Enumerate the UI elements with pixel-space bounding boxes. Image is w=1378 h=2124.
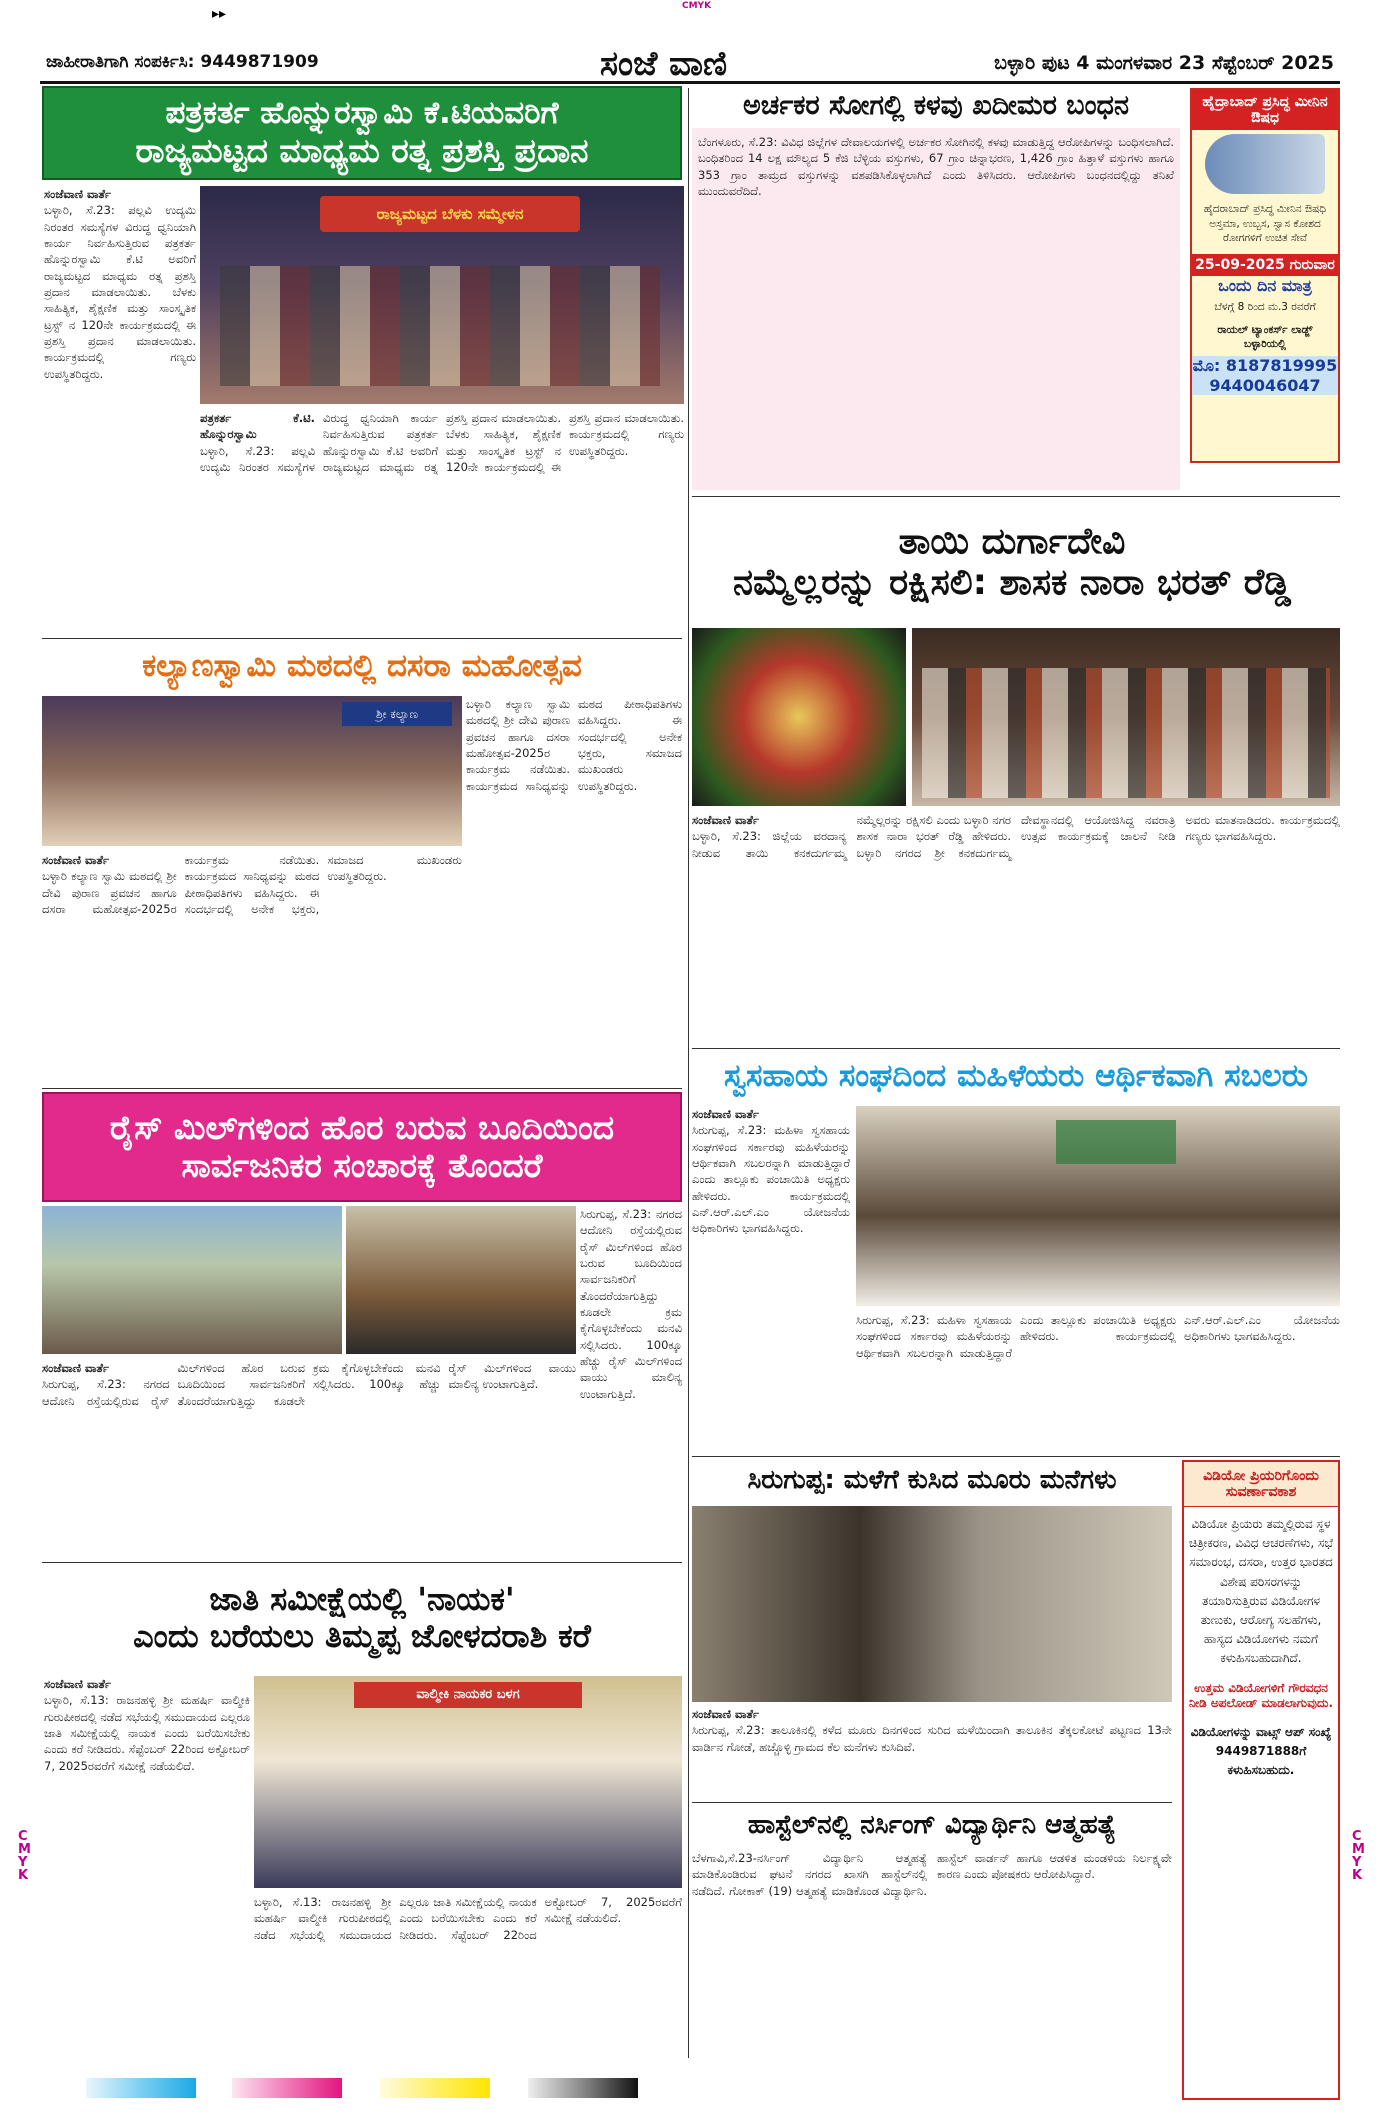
story3-headline-line2: ನಮ್ಮೆಲ್ಲರನ್ನು ರಕ್ಷಿಸಲಿ: ಶಾಸಕ ನಾರಾ ಭರತ್ ರೆಡ್ಡಿ [733,562,1291,603]
story2-body [692,128,1180,490]
story7-body [692,1706,1172,1798]
story1-caption: ಪತ್ರಕರ್ತ ಕೆ.ಟಿ. ಹೊನ್ನುರಸ್ವಾಮಿ [200,411,315,442]
story4-text-right: ಬಳ್ಳಾರಿ ಕಲ್ಯಾಣ ಸ್ವಾಮಿ ಮಠದಲ್ಲಿ ಶ್ರೀ ದೇವಿ ಪುರಾಣ ಪ್ರವಚನ ಹಾಗೂ ದಸರಾ ಮಹೋತ್ಸವ-2025ರ ಕಾರ್ಯಕ್ರಮ ನಡೆಯಿತು. ಕಾರ್ಯಕ್ರಮದ ಸಾನಿಧ್ಯವನ್ನು ಮಠದ ಪೀಠಾಧಿಪತಿಗಳು ವಹಿಸಿದ್ದರು. ಈ ಸಂದರ್ಭದಲ್ಲಿ ಅನೇಕ ಭಕ್ತರು, ಸಮಾಜದ ಮುಖಂಡರು ಉಪಸ್ಥಿತರಿದ್ದರು. [466,697,682,793]
section-divider-3 [42,1562,682,1563]
fish-ad-date: 25-09-2025 ಗುರುವಾರ [1192,254,1338,276]
story4-photo-banner: ಶ್ರೀ ಕಲ್ಯಾಣ [342,702,452,726]
story8-text: ಬಳ್ಳಾರಿ, ಸೆ.13: ರಾಜನಹಳ್ಳಿ ಶ್ರೀ ಮಹರ್ಷಿ ವಾಲ್ಮೀಕಿ ಗುರುಪೀಠದಲ್ಲಿ ನಡೆದ ಸಭೆಯಲ್ಲಿ ಸಮುದಾಯದ ಎಲ್ಲರೂ ಜಾತಿ ಸಮೀಕ್ಷೆಯಲ್ಲಿ ನಾಯಕ ಎಂದು ಬರೆಯಿಸಬೇಕು ಎಂದು ಕರೆ ನೀಡಿದರು. ಸೆಪ್ಟೆಂಬರ್ 22ರಿಂದ ಅಕ್ಟೋಬರ್ 7, 2025ರವರೆಗೆ ಸಮೀಕ್ಷೆ ನಡೆಯಲಿದೆ. [254,1895,682,1942]
story1-text: ಬಳ್ಳಾರಿ, ಸೆ.23: ಪಲ್ಲವಿ ಉದ್ಯಮಿ ನಿರಂತರ ಸಮಸ್ಯೆಗಳ ವಿರುದ್ಧ ಧ್ವನಿಯಾಗಿ ಕಾರ್ಯ ನಿರ್ವಹಿಸುತ್ತಿರುವ ಪತ್ರಕರ್ತ ಹೊನ್ನುರಸ್ವಾಮಿ ಕೆ.ಟಿ ಅವರಿಗೆ ರಾಜ್ಯಮಟ್ಟದ ಮಾಧ್ಯಮ ರತ್ನ ಪ್ರಶಸ್ತಿ ಪ್ರದಾನ ಮಾಡಲಾಯಿತು. ಬೆಳಕು ಸಾಹಿತ್ಯಿಕ, ಶೈಕ್ಷಣಿಕ ಮತ್ತು ಸಾಂಸ್ಕೃತಿಕ ಟ್ರಸ್ಟ್ ನ 120ನೇ ಕಾರ್ಯಕ್ರಮದಲ್ಲಿ ಈ ಪ್ರಶಸ್ತಿ ಪ್ರದಾನ ಮಾಡಲಾಯಿತು. ಕಾರ್ಯಕ್ರಮದಲ್ಲಿ ಗಣ್ಯರು ಉಪಸ್ಥಿತರಿದ್ದರು. [44,203,196,381]
color-bar-magenta [232,2078,342,2098]
story4-headline: ಕಲ್ಯಾಣಸ್ವಾಮಿ ಮಠದಲ್ಲಿ ದಸರಾ ಮಹೋತ್ಸವ [142,648,582,685]
story7-photo [692,1506,1172,1702]
color-bar-yellow [380,2078,490,2098]
section-divider-4 [692,496,1340,497]
story1-headline [42,86,682,180]
edition-meta: ಬಳ್ಳಾರಿ ಪುಟ 4 ಮಂಗಳವಾರ 23 ಸೆಪ್ಟೆಂಬರ್ 2025 [994,52,1334,74]
story5-headline-line2: ಸಾರ್ವಜನಿಕರ ಸಂಚಾರಕ್ಕೆ ತೊಂದರೆ [181,1146,543,1185]
video-ad-body: ವಿಡಿಯೋ ಪ್ರಿಯರು ತಮ್ಮಲ್ಲಿರುವ ಸ್ಥಳ ಚಿತ್ರೀಕರಣ, ವಿವಿಧ ಆಚರಣೆಗಳು, ಸಭೆ ಸಮಾರಂಭ, ದಸರಾ, ಉತ್ತರ ಭಾರತದ ವಿಶೇಷ ಪರಿಸರಗಳನ್ನು ತಯಾರಿಸುತ್ತಿರುವ ವಿಡಿಯೋಗಳ ತುಣುಕು, ಆರೋಗ್ಯ ಸಲಹೆಗಳು, ಹಾಸ್ಯದ ವಿಡಿಯೋಗಳು ನಮಗೆ ಕಳುಹಿಸಬಹುದಾಗಿದೆ. [1188,1517,1334,1666]
story6-headline: ಸ್ವಸಹಾಯ ಸಂಘದಿಂದ ಮಹಿಳೆಯರು ಆರ್ಥಿಕವಾಗಿ ಸಬಲರು [724,1058,1308,1095]
story3-body [692,812,1340,1046]
masthead [40,44,1340,84]
story6-byline: ಸಂಜೆವಾಣಿ ವಾರ್ತೆ [692,1107,759,1121]
story1-photo-people [220,266,660,386]
story8-body [254,1894,682,2062]
cmyk-mark-right: CMYK [1352,1829,1365,1883]
story3-byline: ಸಂಜೆವಾಣಿ ವಾರ್ತೆ [692,813,759,827]
video-ad-head: ವಿಡಿಯೋ ಪ್ರಿಯರಿಗೊಂದು ಸುವರ್ಣಾವಕಾಶ [1184,1462,1338,1507]
story1-byline: ಸಂಜೆವಾಣಿ ವಾರ್ತೆ [44,187,111,201]
ad-contact-line: ಜಾಹೀರಾತಿಗಾಗಿ ಸಂಪರ್ಕಿಸಿ: 9449871909 [46,52,319,72]
story5-photo1 [42,1206,342,1354]
story1-photo [200,186,684,404]
cmyk-mark-left: CMYK [18,1829,31,1883]
story6-body-left [692,1106,850,1454]
fish-ad-time: ಬೆಳಗ್ಗೆ 8 ರಿಂದ ಮ.3 ರವರೆಗೆ [1214,301,1316,314]
story1-body [44,186,196,634]
story8-photo-banner: ವಾಲ್ಮೀಕಿ ನಾಯಕರ ಬಳಗ [354,1682,582,1708]
story5-text: ಸಿರುಗುಪ್ಪ, ಸೆ.23: ನಗರದ ಆದೋನಿ ರಸ್ತೆಯಲ್ಲಿರುವ ರೈಸ್ ಮಿಲ್‌ಗಳಿಂದ ಹೊರ ಬರುವ ಬೂದಿಯಿಂದ ಸಾರ್ವಜನಿಕರಿಗೆ ತೊಂದರೆಯಾಗುತ್ತಿದ್ದು ಕೂಡಲೇ ಕ್ರಮ ಕೈಗೊಳ್ಳಬೇಕೆಂದು ಮನವಿ ಸಲ್ಲಿಸಿದರು. 100ಕ್ಕೂ ಹೆಚ್ಚು ರೈಸ್ ಮಿಲ್‌ಗಳಿಂದ ವಾಯು ಮಾಲಿನ್ಯ ಉಂಟಾಗುತ್ತಿದೆ. [42,1361,576,1408]
fish-medicine-ad [1190,88,1340,463]
story4-body [42,852,462,1086]
story5-headline-line1: ರೈಸ್ ಮಿಲ್‌ಗಳಿಂದ ಹೊರ ಬರುವ ಬೂದಿಯಿಂದ [109,1108,615,1148]
top-arrow-mark: ▸▸ [212,6,227,22]
story4-body-right [466,696,682,1086]
fish-ad-day-note: ಒಂದು ದಿನ ಮಾತ್ರ [1218,276,1312,296]
story4-byline: ಸಂಜೆವಾಣಿ ವಾರ್ತೆ [42,853,109,867]
story9-body [692,1850,1172,2062]
story8-headline-line1: ಜಾತಿ ಸಮೀಕ್ಷೆಯಲ್ಲಿ 'ನಾಯಕ' [209,1580,515,1619]
section-divider-6 [692,1456,1340,1457]
story3-text: ಬಳ್ಳಾರಿ, ಸೆ.23: ಜಿಲ್ಲೆಯ ವರದಾನ್ಯ ನೀಡುವ ತಾಯಿ ಕನಕದುರ್ಗಮ್ಮ ನಮ್ಮೆಲ್ಲರನ್ನು ರಕ್ಷಿಸಲಿ ಎಂದು ಬಳ್ಳಾರಿ ನಗರ ಶಾಸಕ ನಾರಾ ಭರತ್ ರೆಡ್ಡಿ ಹೇಳಿದರು. ಬಳ್ಳಾರಿ ನಗರದ ಶ್ರೀ ಕನಕದುರ್ಗಮ್ಮ ದೇವಸ್ಥಾನದಲ್ಲಿ ಆಯೋಜಿಸಿದ್ದ ನವರಾತ್ರಿ ಉತ್ಸವ ಕಾರ್ಯಕ್ರಮಕ್ಕೆ ಚಾಲನೆ ನೀಡಿ ಅವರು ಮಾತನಾಡಿದರು. ಕಾರ್ಯಕ್ರಮದಲ್ಲಿ ಗಣ್ಯರು ಭಾಗವಹಿಸಿದ್ದರು. [692,813,1340,860]
story8-byline: ಸಂಜೆವಾಣಿ ವಾರ್ತೆ [44,1677,111,1691]
cmyk-mark-top: CMYK [682,1,712,11]
fish-ad-title: ಹೈದ್ರಾಬಾದ್ ಪ್ರಸಿದ್ಧ ಮೀನಿನ ಔಷಧ [1192,90,1338,130]
fish-ad-venue: ರಾಯಲ್ ಟ್ಯಾಂಕರ್ಸ್ ಲಾಡ್ಜ್ ಬಳ್ಳಾರಿಯಲ್ಲಿ [1217,323,1313,351]
section-divider-1 [42,638,682,639]
story3-photo-deity [692,628,906,806]
fish-icon [1205,134,1325,194]
story1-body-cont [200,410,684,634]
section-divider-2 [42,1088,682,1089]
story6-text: ಸಿರುಗುಪ್ಪ, ಸೆ.23: ಮಹಿಳಾ ಸ್ವಸಹಾಯ ಸಂಘಗಳಿಂದ ಸರ್ಕಾರವು ಮಹಿಳೆಯರನ್ನು ಆರ್ಥಿಕವಾಗಿ ಸಬಲರನ್ನಾಗಿ ಮಾಡುತ್ತಿದ್ದಾರೆ ಎಂದು ತಾಲ್ಲೂಕು ಪಂಚಾಯಿತಿ ಅಧ್ಯಕ್ಷರು ಹೇಳಿದರು. ಕಾರ್ಯಕ್ರಮದಲ್ಲಿ ಎನ್.ಆರ್.ಎಲ್.ಎಂ ಯೋಜನೆಯ ಅಧಿಕಾರಿಗಳು ಭಾಗವಹಿಸಿದ್ದರು. [856,1313,1340,1360]
story3-headline-line1: ತಾಯಿ ದುರ್ಗಾದೇವಿ [898,520,1126,562]
story3-photo-event [912,628,1340,806]
story1-headline-line2: ರಾಜ್ಯಮಟ್ಟದ ಮಾಧ್ಯಮ ರತ್ನ ಪ್ರಶಸ್ತಿ ಪ್ರದಾನ [135,130,589,170]
story8-headline [42,1565,682,1671]
section-divider-7 [692,1802,1172,1803]
story5-body [42,1360,576,1560]
story8-text-left: ಬಳ್ಳಾರಿ, ಸೆ.13: ರಾಜನಹಳ್ಳಿ ಶ್ರೀ ಮಹರ್ಷಿ ವಾಲ್ಮೀಕಿ ಗುರುಪೀಠದಲ್ಲಿ ನಡೆದ ಸಭೆಯಲ್ಲಿ ಸಮುದಾಯದ ಎಲ್ಲರೂ ಜಾತಿ ಸಮೀಕ್ಷೆಯಲ್ಲಿ ನಾಯಕ ಎಂದು ಬರೆಯಿಸಬೇಕು ಎಂದು ಕರೆ ನೀಡಿದರು. ಸೆಪ್ಟೆಂಬರ್ 22ರಿಂದ ಅಕ್ಟೋಬರ್ 7, 2025ರವರೆಗೆ ಸಮೀಕ್ಷೆ ನಡೆಯಲಿದೆ. [44,1693,250,1773]
story3-photo-people [922,668,1330,798]
story9-headline: ಹಾಸ್ಟೆಲ್‌ನಲ್ಲಿ ನರ್ಸಿಂಗ್ ವಿದ್ಯಾರ್ಥಿನಿ ಆತ್ಮಹತ್ಯೆ [747,1810,1117,1841]
video-ad-whatsapp: ವಿಡಿಯೋಗಳನ್ನು ವಾಟ್ಸ್ ಆಪ್ ಸಂಖ್ಯೆ 9449871888ಗೆ ಕಳುಹಿಸಬಹುದು. [1190,1724,1332,1777]
story6-text-left: ಸಿರುಗುಪ್ಪ, ಸೆ.23: ಮಹಿಳಾ ಸ್ವಸಹಾಯ ಸಂಘಗಳಿಂದ ಸರ್ಕಾರವು ಮಹಿಳೆಯರನ್ನು ಆರ್ಥಿಕವಾಗಿ ಸಬಲರನ್ನಾಗಿ ಮಾಡುತ್ತಿದ್ದಾರೆ ಎಂದು ತಾಲ್ಲೂಕು ಪಂಚಾಯಿತಿ ಅಧ್ಯಕ್ಷರು ಹೇಳಿದರು. ಕಾರ್ಯಕ್ರಮದಲ್ಲಿ ಎನ್.ಆರ್.ಎಲ್.ಎಂ ಯೋಜನೆಯ ಅಧಿಕಾರಿಗಳು ಭಾಗವಹಿಸಿದ್ದರು. [692,1123,850,1236]
story2-headline: ಅರ್ಚಕರ ಸೋಗಲ್ಲಿ ಕಳವು ಖದೀಮರ ಬಂಧನ [742,90,1130,122]
story6-photo [856,1106,1340,1306]
column-divider [688,88,689,2058]
story5-byline: ಸಂಜೆವಾಣಿ ವಾರ್ತೆ [42,1361,109,1375]
story1-photo-banner: ರಾಜ್ಯಮಟ್ಟದ ಬೆಳಕು ಸಮ್ಮೇಳನ [320,196,580,232]
story8-photo [254,1676,682,1888]
fish-ad-phone1: ಮೊ: 8187819995 [1192,356,1338,376]
story8-body-left [44,1676,250,2062]
story6-photo-banner [1056,1120,1176,1164]
color-bar-cyan [86,2078,196,2098]
story3-headline [692,502,1332,622]
story9-text: ಬೆಳಗಾವಿ,ಸೆ.23-ನರ್ಸಿಂಗ್ ವಿದ್ಯಾರ್ಥಿನಿ ಆತ್ಮಹತ್ಯೆ ಮಾಡಿಕೊಂಡಿರುವ ಘಟನೆ ನಗರದ ಖಾಸಗಿ ಹಾಸ್ಟೆಲ್‌ನಲ್ಲಿ ನಡೆದಿದೆ. ಗೋಕಾಕ್ (19) ಆತ್ಮಹತ್ಯೆ ಮಾಡಿಕೊಂಡ ವಿದ್ಯಾರ್ಥಿನಿ. ಹಾಸ್ಟೆಲ್ ವಾರ್ಡನ್ ಹಾಗೂ ಆಡಳಿತ ಮಂಡಳಿಯ ನಿರ್ಲಕ್ಷ್ಯವೇ ಕಾರಣ ಎಂದು ಪೋಷಕರು ಆರೋಪಿಸಿದ್ದಾರೆ. [692,1851,1172,1898]
story1-text-cont: ಬಳ್ಳಾರಿ, ಸೆ.23: ಪಲ್ಲವಿ ಉದ್ಯಮಿ ನಿರಂತರ ಸಮಸ್ಯೆಗಳ ವಿರುದ್ಧ ಧ್ವನಿಯಾಗಿ ಕಾರ್ಯ ನಿರ್ವಹಿಸುತ್ತಿರುವ ಪತ್ರಕರ್ತ ಹೊನ್ನುರಸ್ವಾಮಿ ಕೆ.ಟಿ ಅವರಿಗೆ ರಾಜ್ಯಮಟ್ಟದ ಮಾಧ್ಯಮ ರತ್ನ ಪ್ರಶಸ್ತಿ ಪ್ರದಾನ ಮಾಡಲಾಯಿತು. ಬೆಳಕು ಸಾಹಿತ್ಯಿಕ, ಶೈಕ್ಷಣಿಕ ಮತ್ತು ಸಾಂಸ್ಕೃತಿಕ ಟ್ರಸ್ಟ್ ನ 120ನೇ ಕಾರ್ಯಕ್ರಮದಲ್ಲಿ ಈ ಪ್ರಶಸ್ತಿ ಪ್ರದಾನ ಮಾಡಲಾಯಿತು. ಕಾರ್ಯಕ್ರಮದಲ್ಲಿ ಗಣ್ಯರು ಉಪಸ್ಥಿತರಿದ್ದರು. [200,411,684,474]
story6-body [856,1312,1340,1454]
fish-ad-phone2: 9440046047 [1192,376,1338,395]
story4-photo [42,696,462,846]
video-ad-panel [1182,1460,1340,2100]
story2-text: ಬೆಂಗಳೂರು, ಸೆ.23: ವಿವಿಧ ಜಿಲ್ಲೆಗಳ ದೇವಾಲಯಗಳಲ್ಲಿ ಅರ್ಚಕರ ಸೋಗಿನಲ್ಲಿ ಕಳವು ಮಾಡುತ್ತಿದ್ದ ಆರೋಪಿಗಳನ್ನು ಬಂಧಿಸಲಾಗಿದೆ. ಬಂಧಿತರಿಂದ 14 ಲಕ್ಷ ಮೌಲ್ಯದ 5 ಕೆಜಿ ಬೆಳ್ಳಿಯ ವಸ್ತುಗಳು, 67 ಗ್ರಾಂ ಚಿನ್ನಾಭರಣ, 1,426 ಗ್ರಾಂ ಹಿತ್ತಾಳೆ ವಸ್ತುಗಳು ಹಾಗೂ 353 ಗ್ರಾಂ ತಾಮ್ರದ ವಸ್ತುಗಳನ್ನು ವಶಪಡಿಸಿಕೊಳ್ಳಲಾಗಿದೆ ಎಂದು ತಿಳಿಸಿದರು. ಆರೋಪಿಗಳು ಬಂಧನದಲ್ಲಿದ್ದು ತನಿಖೆ ಮುಂದುವರೆದಿದೆ. [698,135,1174,198]
story7-headline: ಸಿರುಗುಪ್ಪ: ಮಳೆಗೆ ಕುಸಿದ ಮೂರು ಮನೆಗಳು [747,1465,1117,1496]
story5-headline [42,1092,682,1202]
story8-headline-line2: ಎಂದು ಬರೆಯಲು ತಿಮ್ಮಪ್ಪ ಜೋಳದರಾಶಿ ಕರೆ [133,1617,591,1655]
story5-text-right: ಸಿರುಗುಪ್ಪ, ಸೆ.23: ನಗರದ ಆದೋನಿ ರಸ್ತೆಯಲ್ಲಿರುವ ರೈಸ್ ಮಿಲ್‌ಗಳಿಂದ ಹೊರ ಬರುವ ಬೂದಿಯಿಂದ ಸಾರ್ವಜನಿಕರಿಗೆ ತೊಂದರೆಯಾಗುತ್ತಿದ್ದು ಕೂಡಲೇ ಕ್ರಮ ಕೈಗೊಳ್ಳಬೇಕೆಂದು ಮನವಿ ಸಲ್ಲಿಸಿದರು. 100ಕ್ಕೂ ಹೆಚ್ಚು ರೈಸ್ ಮಿಲ್‌ಗಳಿಂದ ವಾಯು ಮಾಲಿನ್ಯ ಉಂಟಾಗುತ್ತಿದೆ. [580,1207,682,1401]
story5-body-right [580,1206,682,1560]
story5-photo2 [346,1206,576,1354]
newspaper-brand [600,44,727,84]
brand-name: ಸಂಜೆ ವಾಣಿ [600,44,728,84]
story4-text: ಬಳ್ಳಾರಿ ಕಲ್ಯಾಣ ಸ್ವಾಮಿ ಮಠದಲ್ಲಿ ಶ್ರೀ ದೇವಿ ಪುರಾಣ ಪ್ರವಚನ ಹಾಗೂ ದಸರಾ ಮಹೋತ್ಸವ-2025ರ ಕಾರ್ಯಕ್ರಮ ನಡೆಯಿತು. ಕಾರ್ಯಕ್ರಮದ ಸಾನಿಧ್ಯವನ್ನು ಮಠದ ಪೀಠಾಧಿಪತಿಗಳು ವಹಿಸಿದ್ದರು. ಈ ಸಂದರ್ಭದಲ್ಲಿ ಅನೇಕ ಭಕ್ತರು, ಸಮಾಜದ ಮುಖಂಡರು ಉಪಸ್ಥಿತರಿದ್ದರು. [42,853,462,916]
story1-headline-line1: ಪತ್ರಕರ್ತ ಹೊನ್ನುರಸ್ವಾಮಿ ಕೆ.ಟಿಯವರಿಗೆ [165,95,559,132]
story7-byline: ಸಂಜೆವಾಣಿ ವಾರ್ತೆ [692,1707,759,1721]
section-divider-5 [692,1048,1340,1049]
fish-ad-body: ಹೈದರಾಬಾದ್ ಪ್ರಸಿದ್ಧ ಮೀನಿನ ಔಷಧಿ ಅಸ್ತಮಾ, ಉಬ್ಬಸ, ಸ್ವಾಸ ಕೋಶದ ರೋಗಗಳಿಗೆ ಉಚಿತ ಸೇವೆ [1203,203,1327,245]
story7-text: ಸಿರುಗುಪ್ಪ, ಸೆ.23: ತಾಲೂಕಿನಲ್ಲಿ ಕಳೆದ ಮೂರು ದಿನಗಳಿಂದ ಸುರಿದ ಮಳೆಯಿಂದಾಗಿ ತಾಲೂಕಿನ ತೆಕ್ಕಲಕೋಟೆ ಪಟ್ಟಣದ 13ನೇ ವಾರ್ಡಿನ ಗೋಡೆ, ಹಚ್ಚೊಳ್ಳಿ ಗ್ರಾಮದ ಕೆಲ ಮನೆಗಳು ಕುಸಿದಿವೆ. [692,1723,1172,1754]
video-ad-note: ಉತ್ತಮ ವಿಡಿಯೋಗಳಿಗೆ ಗೌರವಧನ ನೀಡಿ ಅಪಲೋಡ್ ಮಾಡಲಾಗುವುದು. [1188,1680,1334,1710]
color-bar-black [528,2078,638,2098]
